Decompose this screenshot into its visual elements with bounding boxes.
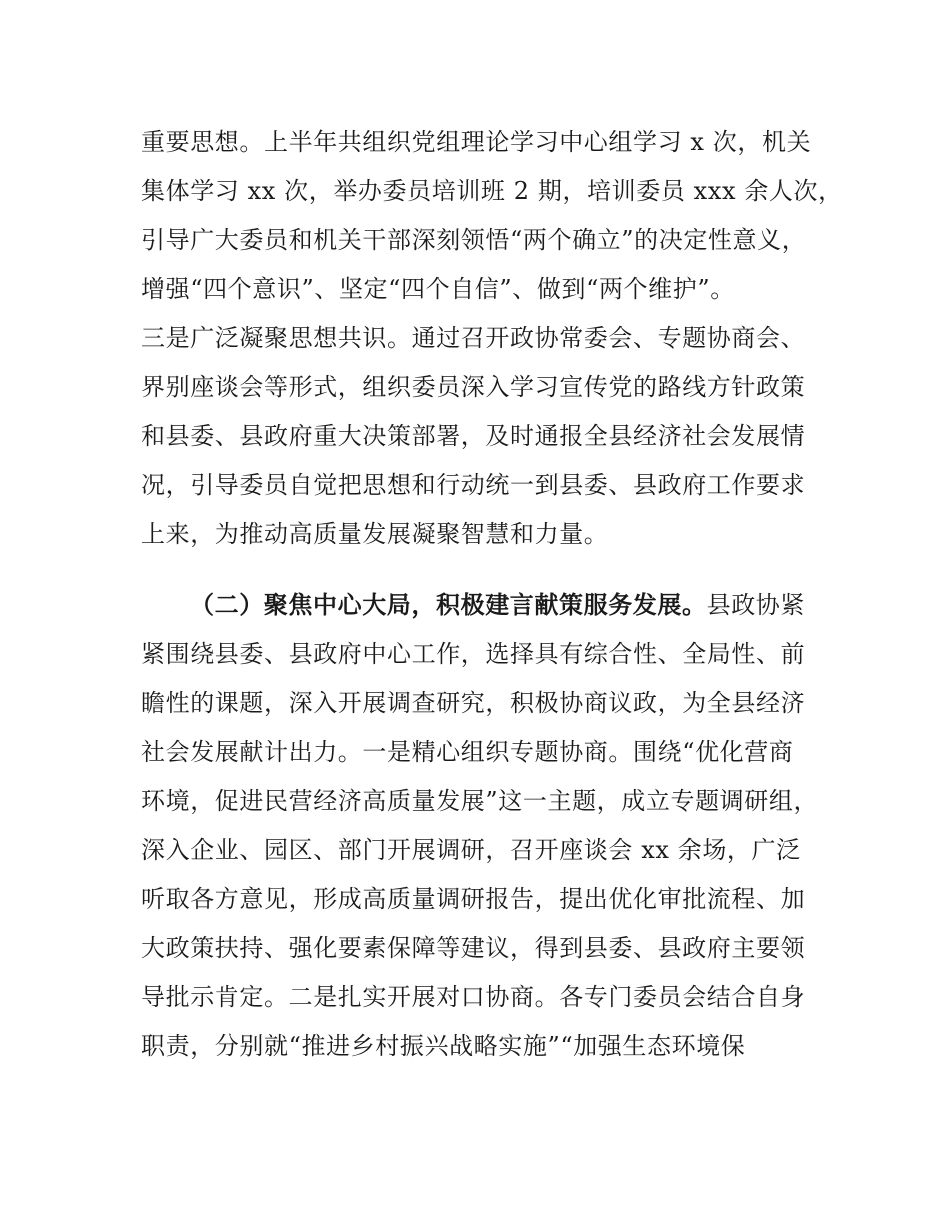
paragraph-2-line: 职责，分别就“推进乡村振兴战略实施”“加强生态环境保 <box>141 1032 746 1060</box>
paragraph-2-line: 深入企业、园区、部门开展调研，召开座谈会 xx 余场，广泛 <box>141 836 801 864</box>
paragraph-2-line: 社会发展献计出力。一是精心组织专题协商。围绕“优化营商 <box>141 738 794 766</box>
paragraph-2-line: 导批示肯定。二是扎实开展对口协商。各专门委员会结合自身 <box>141 983 806 1011</box>
paragraph-1-line: 引导广大委员和机关干部深刻领悟“两个确立”的决定性意义， <box>141 226 807 254</box>
paragraph-1-line: 增强“四个意识”、坚定“四个自信”、做到“两个维护”。 <box>141 275 735 303</box>
paragraph-2-line: 大政策扶持、强化要素保障等建议，得到县委、县政府主要领 <box>141 934 806 962</box>
paragraph-1-line: 况，引导委员自觉把思想和行动统一到县委、县政府工作要求 <box>141 471 806 499</box>
paragraph-1-line: 界别座谈会等形式，组织委员深入学习宣传党的路线方针政策 <box>141 373 806 401</box>
paragraph-1-line: 上来，为推动高质量发展凝聚智慧和力量。 <box>141 520 609 548</box>
paragraph-2-line: 瞻性的课题，深入开展调查研究，积极协商议政，为全县经济 <box>141 689 806 717</box>
paragraph-2-line: 环境，促进民营经济高质量发展”这一主题，成立专题调研组， <box>141 787 819 815</box>
paragraph-2-line: 紧围绕县委、县政府中心工作，选择具有综合性、全局性、前 <box>141 640 806 668</box>
paragraph-2-first-line <box>190 590 805 620</box>
paragraph-1-line: 重要思想。上半年共组织党组理论学习中心组学习 x 次，机关 <box>141 128 812 156</box>
paragraph-1-line: 集体学习 xx 次，举办委员培训班 2 期，培训委员 xxx 余人次， <box>141 177 843 205</box>
paragraph-2-line: 听取各方意见，形成高质量调研报告，提出优化审批流程、加 <box>141 885 806 913</box>
paragraph-1-line: 三是广泛凝聚思想共识。通过召开政协常委会、专题协商会、 <box>141 324 806 352</box>
paragraph-1-line: 和县委、县政府重大决策部署，及时通报全县经济社会发展情 <box>141 422 806 450</box>
section-heading: （二）聚焦中心大局，积极建言献策服务发展。 <box>190 590 707 619</box>
paragraph-2-line-text: 县政协紧 <box>706 591 806 619</box>
